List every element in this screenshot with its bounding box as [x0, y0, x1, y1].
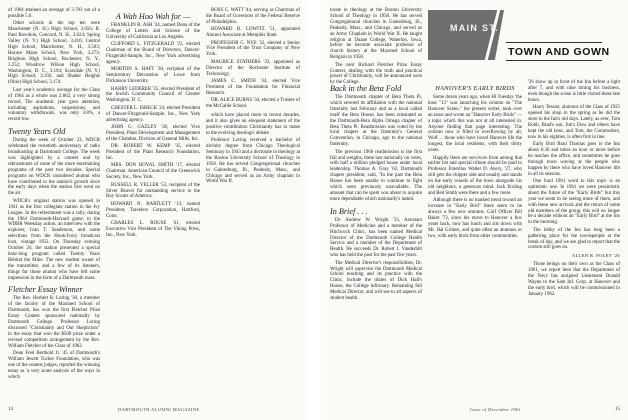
fletcher-continued-paragraph-1: which have placed more in recent decades, and it also gives an eloquent statement of the positive contribution Christianity has to make to the evolving theologic debate. — [206, 113, 300, 136]
banner-rule-bottom — [506, 60, 602, 61]
left-column-1 — [8, 8, 100, 398]
honors-item: CHARLES L. ROUSE '41, elected Executive Vice President of The Viking Press, Inc., New York. — [106, 221, 200, 238]
honors-item: PROFESSOR C. NYE '32, elected a Senior Vice President of the Trust Company of New York. — [206, 40, 300, 58]
closing-paragraph: Those beings on their own as the Class of 1961, we report here that the Department of the Navy has assigned Lieutenant Donald Wayne to the Sam Inf. Corp. at Hanover and the early bird, which will be commissioned in January 1962. — [528, 262, 620, 297]
honors-item: MAURICE STATHERS '33, appointed as Director of the Rochester Institute of Technology. — [206, 59, 300, 77]
brief-paragraph-1: Dr. Andrew W. Wright '33, Assistant Professor of Medicine and a member of the Hitchcock Clinic, has been named Medical Director of the Dartmouth College Health Service and a member of the Department of Health. He succeeds Dr. Robert J. Vanderbilt who has held the post for the past five years. — [330, 217, 422, 259]
main-street-logo-text: MAIN ST. — [450, 23, 499, 33]
fletcher-heading: Fletcher Essay Winner — [8, 285, 83, 295]
left-column-3 — [206, 8, 300, 398]
page-number-left: 14 — [8, 407, 13, 412]
honors-item: HOWARD B. LOWITZ '51, appointed Alumni Associate at Memphis State. — [206, 27, 300, 39]
early-birds-heading: HANOVER'S EARLY BIRDS — [435, 85, 515, 92]
fletcher-continued-paragraph-3: torate in theology at the Boston University School of Theology in 1958. He has served Congregational churches in Gainesburg, Ill., Peabody, Mass., and Chicago, and served as an Army Chaplain in World War II. He taught religion at Duane College, Waterloo, Iowa, before he become associate professor of church history at the Maxmed School of Religion in 1958. — [330, 8, 422, 61]
running-footer-right: Issue of December 1961 — [470, 407, 522, 412]
honors-item: ROSS C. WATT '44, serving as Chairman of the Board of Governors of the Federal Reserve of Philadelphia. — [206, 8, 300, 25]
early-birds-paragraph-4: '26 show up in front of the Inn before a light after 7, and with nine timing his business, even though the scene is little visited these late hours. — [528, 80, 620, 103]
fletcher-continued-paragraph-2: Professor Loring received a bachelor of divinity degree from Chicago Theological Seminary in 1943 and a doctorate in theology at the Boston University School of Theology in 1958. He has served Congregational churches in Gainesburg, Ill., Peabody, Mass., and Chicago and served as an Army chaplain in World War II. — [206, 138, 300, 185]
in-brief-heading: In Brief . . . — [330, 206, 368, 216]
lead-paragraph: of 1964 attained an average of 3.783 out of a possible 5.0. — [8, 8, 100, 19]
early-birds-paragraph-7: One fond 1961 word to this topic is an optimistic one. In 1961 we were pessimistic about the future of the "Early Birds" but this year we seem to be seeing more of them, and with these new arrivals and the return of some old members of the group, this will no longer be a decade without an "Early Bird" at the Inn in the morning. — [528, 179, 620, 226]
early-birds-paragraph-6: Early Bird Brad Thomas goes to the Inn about 6:30 and tokes an hour or more before he reaches the office, and sometimes he goes through town waving at the people who happen by there who have loved Hanover life in all its seasons. — [528, 142, 620, 177]
banner-rule-top — [506, 42, 602, 43]
honors-item: DR. ALICE BURNS '34, elected a Trustee of the McCallie School. — [206, 98, 300, 110]
beta-paragraph-1: The Dartmouth chapter of Beta Theta Pi, which severed its affiliation with the national fraternity last February and as a local called itself the Beta House, has been reinstated as the Dartmouth-Beta Alpha Omega chapter of Beta Theta Pi. Readmission was voted by the local chapter at the fraternity's General Convention, in Chicago, ago to the national fraternity. — [330, 95, 422, 148]
twenty-years-paragraph-2: WDCR's original station was opened in 1941 as the first collegiate station in the Ivy League. In the refreshment was a rally, during the 1964 Dartmouth-Harvard game, to the WDBR Weekday action, an interview with the explorer, Ivan T. Sanderson, and some selections from the Hook-Ivory broadcast host, vintage 1952. On Thursday evening October 26, the station presented a special hour-long program called Twenty Years Behind the Mike. The new student owner of the transmitter, and a few of its listeners, things for those alumni who have left some impression in the form of a Dartmouth mass. — [8, 198, 100, 281]
honors-item: RUSSELL R. YELLER '53, recipient of the Silver Beaver for outstanding service to the Boy Scouts of America. — [106, 182, 200, 200]
right-column-3 — [528, 80, 620, 398]
fletcher-contest-paragraph: The next Richard Fletcher Prize Essay Contest, dealing with the truth and practical power of Christianity, will be announced soon by the College. — [330, 62, 422, 86]
twenty-years-heading: Twenty Years Old — [8, 127, 66, 137]
early-birds-paragraph-1: Some dozen years ago, when Hi Tuesday 'the hour "13" was launching his column on "The Hanover Scene," the present writer, took over an issue and wrote an "Hanover Early Birds" — a topic which this was not at all interested in. Anyone finding that page interesting. The column now is filled to overflowing by all, Wolf ... those who have loved Hanover life the longest, the local residents, with their thirty years. — [428, 95, 522, 154]
honor-roll-paragraph: Other schools in the top ten were Manchester (N. H.) High School, 3.656; B. Paul Bowdoin, Concord, N. H., 3.624; Spring Valley (N. Y.) High School, 3.416; Central High School, Manchester, N. H., 3.503; Horace Mann School, New York, 3.273; Brighton High School, Rochester, N. Y., 3.252; Woodrow Wilson High School, Washington, D. C., 3.194; Scarsdale (N. Y.) High School, 3.192; and Shaker Heights (Ohio) High School, 3.174. — [8, 21, 100, 86]
author-byline: ALLEN R. FOLEY '20 — [571, 253, 620, 259]
running-footer-left: DARTMOUTH ALUMNI MAGAZINE — [118, 407, 200, 412]
honor-roll-paragraph-2: Last year's academic average for the Class of 1964 as a whole was 2.862, a very strong record. The academic year gave attention, including aspirations, suspensions, and voluntary withdrawals, was only 3.8%, a record low. — [8, 87, 100, 123]
town-and-gown-banner — [428, 4, 618, 74]
page-number-right: 15 — [615, 407, 620, 412]
right-column-2 — [428, 80, 522, 398]
fletcher-paragraph-2: Dean Fred Berthold Jr. '45 of Dartmouth's William Jewett Tucker Foundation, who was one of the contest judges, reported the winning essay as 'a very acute analysis of the ways in which — [8, 351, 100, 380]
wah-hoo-wah-heading: A Wah Hoo Wah for — — [115, 12, 191, 21]
right-column-1 — [330, 80, 422, 398]
honors-item: HARRY LEDERER '35, elected President of the Jewish Community Council of Greater Washington, D. C. — [106, 86, 200, 104]
honors-item: MORTON S. HAFT '38, recipient of the Semicentury Decoration of Lowe from Dickinson University. — [106, 67, 200, 85]
early-birds-paragraph-2: Happily there are survivors from among that earlier list and special tribute should be paid to Professor Emeritus Walter D. Avery, '27, who still gets the chipper side and usually and stands on the early rounds of the town alongside his old neighbors, a generous mind. Jack Eroling and Red Smith were there and a few more. — [428, 155, 522, 196]
honors-item: CHESTER L. ISBECK '24, elected President of Dancer-Fitzgerald-Sample, Inc., New York advertising agency. — [106, 105, 200, 123]
twenty-years-paragraph-1: During the week of October 23, WDCR celebrated the twentieth anniversary of radio broadcasting at Dartmouth College. The week was highlighted by a contest and by rebroadcasts of some of the more entertaining programs of the past two decades. Special programs on WDCR considered alumni who have contributed to the station's growth since the early days when the station first went on the air. — [8, 138, 100, 197]
honors-item: FRANKLIN B. ASH '24, named Dean of the College of Letters and Science of the University of California at Los Angeles. — [106, 23, 200, 40]
left-column-2 — [106, 8, 200, 398]
beta-fold-heading: Back in the Beta Fold — [330, 84, 402, 93]
early-birds-paragraph-3: Although there is no marked trend toward an increase in "Early Bird" there seem to be always a few new entrants. Golf Officer Bill Baker '72, since his move to Hanover a few years back, now has lunch and sits down with Mr. Hal Grimes, and quite often an alumnus or two, with early birds from other communities. — [428, 198, 522, 239]
honors-item: JAMES C. SMITH '34, elected Vice President of the Foundation for Financial Research. — [206, 78, 300, 96]
brief-paragraph-2: The Medical Director's responsibilities, Dr. Wright will supervise the Dartmouth Medical School teaching and its practice with the Clinic, include the duties of Dick Hall's House, the College infirmary. Remaining full Medical Director, and will see to all aspects of student health. — [330, 260, 422, 302]
honors-item: JOHN G. GAZLEY '38, elected Vice President, Plant Development and Management of the Chamber, Division of General Mills, Inc. — [106, 125, 200, 142]
page-gutter — [307, 0, 321, 420]
beta-paragraph-2: The previous 1960 readmission is the first full and weights, these last nationally on votes, with half a million pledged house under local leadership. Thomas A. Gray '62, Dartmouth chapter president, said, "In the past the Beta House has been unable to continue to fight which were previously unavailable. The amount that can be spent was about to acquire more dependable which nationally's lasted. — [330, 149, 422, 202]
early-birds-paragraph-5: Harry Tessier, alumnus of the Class of 1925 opened his shop in the spring as he did the store in the Inn's old days. Lately, as ever, Tom Robb, Brad's son, Jim's Dow and others have kept the old hour, and Tom, the Commodore, now in his eighties, is often first in line. — [528, 105, 620, 140]
honors-item: CLIFFORD L. FITZGERALD '23, elected Chairman of the Board of Directors, Dancer-Fitzgerald-Sample, Inc., New York advertising agency. — [106, 42, 200, 65]
town-and-gown-title: TOWN AND GOWN — [508, 46, 610, 58]
early-birds-paragraph-8: The lobby of the Inn has long been a gathering place for the townspeople at the break of day, and we are glad to report that the custom still goes on. — [528, 227, 620, 251]
honors-item: HOWARD N. BARTLETT '13, named President, Travelers Corporation, Hartford, Conn. — [106, 201, 200, 219]
honors-item: MRS. DON ROYAL SMITH '17, elected Chairman, American Council of the Greenwich Society, Inc., New York. — [106, 163, 200, 181]
fletcher-paragraph-1: The Rev. Herbert R. Loring '38, a member of the faculty of the Maxmed School of Dartmouth, has won the first Fletcher Prize Essay Contest sponsored nationally by Dartmouth College. Professor Loring discussed "Christianity and Our Skepticism" in the essay that won the $500 prize under a revised competition arrangement by the Rev. William Fletcher of the Class of 1962. — [8, 296, 100, 349]
right-column-1-top — [330, 8, 422, 86]
honors-item: DR. ROBERT W. KEMP '35, elected President of the Plant Research Foundation, Inc. — [106, 144, 200, 162]
